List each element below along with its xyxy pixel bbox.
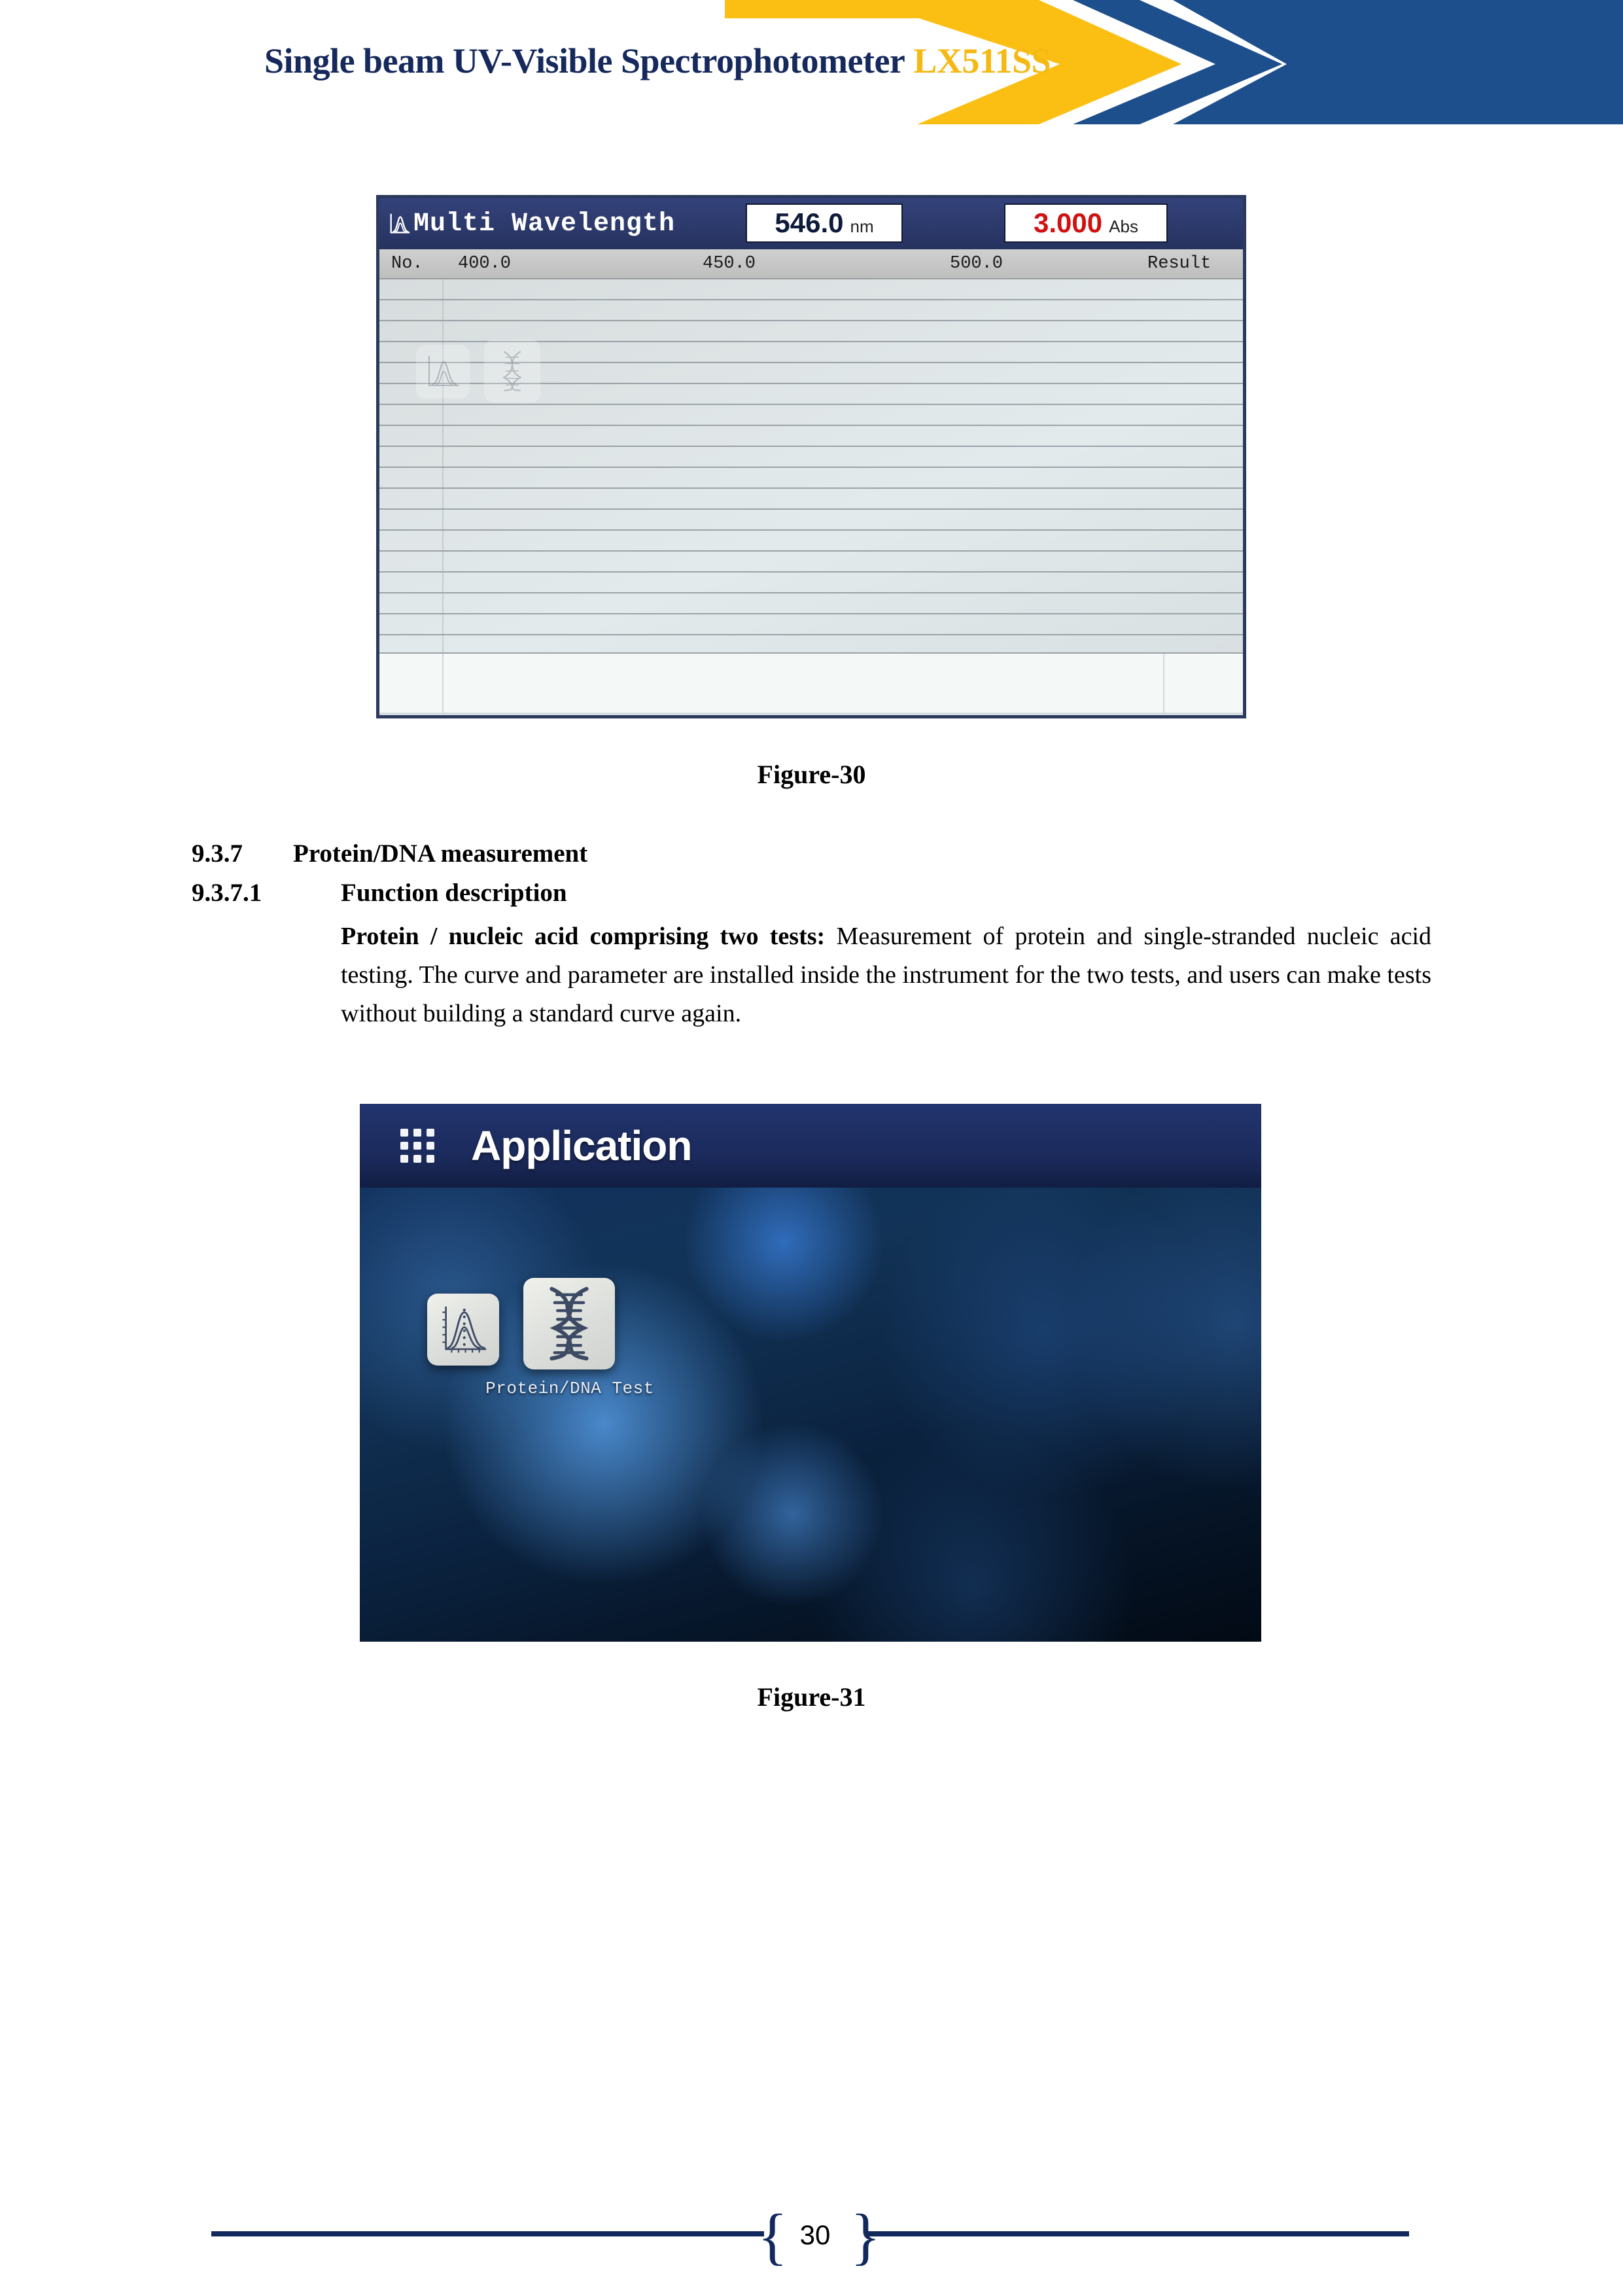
column-header-result: Result — [1147, 254, 1212, 274]
column-header-450: 450.0 — [703, 254, 756, 274]
app-tile-protein-dna-label: Protein/DNA Test — [485, 1379, 654, 1398]
wavelength-unit: nm — [850, 217, 874, 236]
figure-30-caption: Figure-30 — [757, 760, 866, 789]
application-wallpaper — [360, 1188, 1261, 1642]
page-number: 30 — [799, 2219, 831, 2250]
footer-brace-left: { — [758, 2201, 788, 2271]
ghost-dna-helix-icon — [484, 340, 540, 402]
application-header-bar — [360, 1104, 1261, 1190]
section-heading-9-3-7 — [192, 839, 587, 868]
section-heading-9-3-7-1 — [192, 878, 567, 908]
figure-31-caption: Figure-31 — [757, 1682, 866, 1712]
ghost-spectrum-curve-icon — [416, 345, 470, 398]
section-title-9-3-7: Protein/DNA measurement — [293, 839, 588, 868]
column-header-400: 400.0 — [458, 254, 512, 274]
multi-wavelength-titlebar — [379, 198, 1243, 249]
figure-30-instrument-screen — [376, 195, 1246, 718]
footer-rule-left — [211, 2231, 764, 2236]
absorbance-readout — [1004, 203, 1168, 243]
app-tile-spectrum[interactable] — [427, 1294, 499, 1366]
application-header-title: Application — [471, 1122, 692, 1169]
figure-31-application-screen — [360, 1104, 1261, 1642]
results-table-body[interactable] — [379, 279, 1243, 652]
function-description-paragraph — [341, 917, 1431, 1033]
section-title-9-3-7-1: Function description — [341, 879, 567, 907]
page-title-main: Single beam UV-Visible Spectrophotometer — [264, 41, 905, 80]
multi-wavelength-title: Multi Wavelength — [413, 209, 676, 239]
absorbance-value: 3.000 — [1034, 207, 1103, 238]
spectrum-curve-icon — [387, 211, 412, 236]
apps-grid-icon[interactable] — [400, 1129, 434, 1163]
paragraph-lead-in: Protein / nucleic acid comprising two tests: — [341, 923, 826, 950]
page-title-model: LX511SS — [913, 41, 1051, 80]
results-table-header — [379, 249, 1243, 279]
dna-helix-icon — [532, 1283, 606, 1364]
absorbance-unit: Abs — [1109, 217, 1138, 236]
instrument-status-bar[interactable] — [379, 652, 1243, 713]
app-tile-protein-dna[interactable] — [523, 1278, 615, 1369]
spectrum-curve-icon — [434, 1301, 492, 1358]
footer-brace-right: } — [850, 2201, 881, 2271]
column-header-no: No. — [391, 254, 423, 274]
page-footer — [0, 2201, 1623, 2277]
wavelength-readout — [746, 203, 903, 243]
paragraph-body-text: Measurement of protein and single-stranded nucleic acid testing. The curve and parameter are installed inside the instrument for the two tests, and users can make tests without building a standard curve again. — [341, 923, 1431, 1027]
section-number-9-3-7: 9.3.7 — [192, 839, 243, 868]
column-header-500: 500.0 — [950, 254, 1003, 274]
wavelength-value: 546.0 — [775, 207, 844, 238]
footer-rule-right — [868, 2231, 1409, 2236]
section-number-9-3-7-1: 9.3.7.1 — [192, 879, 262, 907]
